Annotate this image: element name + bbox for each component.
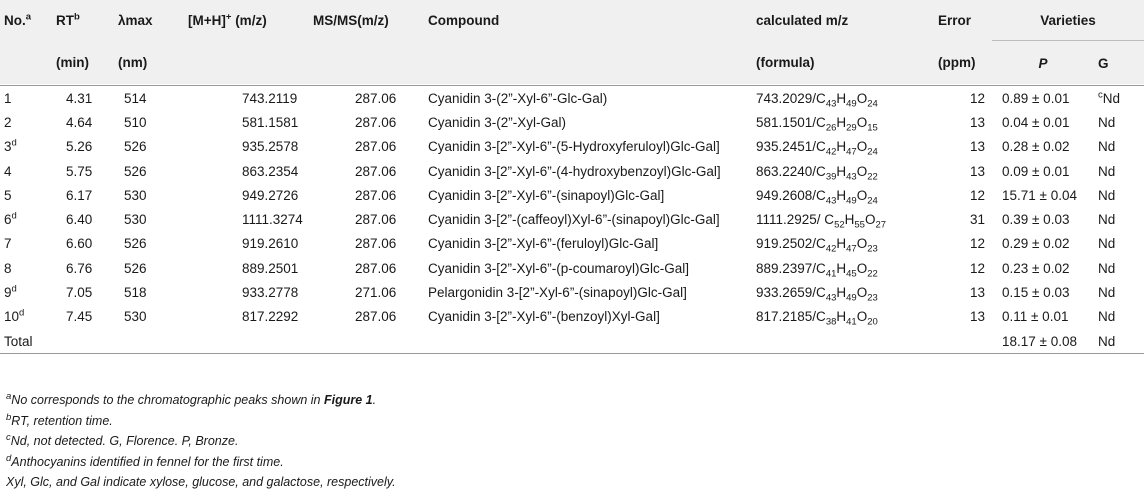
variety-p-header: P — [992, 41, 1094, 86]
error-unit: (ppm) — [934, 41, 992, 86]
cell-p: 0.89 ± 0.01 — [1002, 90, 1070, 106]
cell-error: 13 — [970, 139, 986, 155]
total-p: 18.17 ± 0.08 — [992, 329, 1094, 354]
cell-error: 31 — [970, 212, 986, 228]
cell-g: Nd — [1098, 187, 1116, 203]
col-varieties-header: Varieties — [992, 0, 1144, 41]
cell-lambda: 530 — [124, 309, 147, 325]
cell-no: 4 — [4, 163, 12, 179]
cell-error: 12 — [970, 90, 986, 106]
cell-no: 3$^d$ — [4, 137, 17, 155]
cell-error: 12 — [970, 236, 986, 252]
footnote: Xyl, Glc, and Gal indicate xylose, glucose, and galactose, respectively. — [6, 475, 396, 490]
cell-g: Nd — [1098, 139, 1116, 155]
cell-compound: Cyanidin 3-[2”-Xyl-6”-(p-coumaroyl)Glc-Gal] — [428, 260, 690, 276]
variety-g-header: G — [1094, 41, 1144, 86]
cell-no: 1 — [4, 90, 12, 106]
cell-error: 12 — [970, 260, 986, 276]
cell-lambda: 526 — [124, 260, 147, 276]
cell-msms: 287.06 — [355, 163, 397, 179]
cell-rt: 5.75 — [66, 163, 93, 179]
calc-formula-label: (formula) — [752, 41, 934, 86]
table-footnotes — [6, 390, 1126, 493]
cell-p: 0.29 ± 0.02 — [1002, 236, 1070, 252]
cell-rt: 6.60 — [66, 236, 93, 252]
cell-lambda: 526 — [124, 139, 147, 155]
cell-p: 15.71 ± 0.04 — [1002, 187, 1077, 203]
col-msms-header: MS/MS(m/z) — [313, 12, 389, 28]
cell-msms: 271.06 — [355, 285, 397, 301]
cell-error: 13 — [970, 309, 986, 325]
cell-msms: 287.06 — [355, 212, 397, 228]
cell-p: 0.28 ± 0.02 — [1002, 139, 1070, 155]
cell-compound: Cyanidin 3-(2”-Xyl-Gal) — [428, 114, 567, 130]
table-row — [0, 135, 1144, 159]
cell-lambda: 526 — [124, 236, 147, 252]
cell-g: $^c$Nd — [1098, 89, 1121, 106]
lambda-unit: (nm) — [114, 41, 184, 86]
cell-g: Nd — [1098, 285, 1116, 301]
table-row — [0, 159, 1144, 183]
col-error-header: Error — [938, 12, 972, 28]
col-rt-header: $RT^b$ — [56, 11, 80, 28]
table-row — [0, 280, 1144, 304]
cell-no: 7 — [4, 236, 12, 252]
cell-mh: 935.2578 — [242, 139, 299, 155]
cell-p: 0.11 ± 0.01 — [1002, 309, 1069, 325]
cell-error: 13 — [970, 163, 986, 179]
table-row — [0, 86, 1144, 111]
cell-calc: $919.2502/C_{42}H_{47}O_{23}$ — [756, 236, 878, 256]
header-row-2 — [0, 41, 1144, 86]
cell-msms: 287.06 — [355, 187, 397, 203]
col-mh-header: [M+H]+ (m/z) — [188, 11, 267, 28]
cell-g: Nd — [1098, 212, 1116, 228]
cell-rt: 4.31 — [66, 90, 93, 106]
cell-compound: Cyanidin 3-[2”-Xyl-6”-(benzoyl)Xyl-Gal] — [428, 309, 660, 325]
cell-calc: $863.2240/C_{39}H_{43}O_{22}$ — [756, 163, 878, 183]
table-row — [0, 305, 1144, 329]
cell-g: Nd — [1098, 309, 1116, 325]
cell-p: 0.39 ± 0.03 — [1002, 212, 1070, 228]
cell-calc: 1111.2925/ $C_{52}H_{55}O_{27}$ — [756, 212, 887, 231]
cell-mh: 889.2501 — [242, 260, 299, 276]
col-calc-header: calculated m/z — [756, 12, 849, 28]
cell-mh: 919.2610 — [242, 236, 299, 252]
cell-msms: 287.06 — [355, 236, 397, 252]
col-no-header: No.$^a$ — [4, 11, 32, 28]
cell-mh: 581.1581 — [242, 114, 299, 130]
cell-no: 2 — [4, 114, 12, 130]
cell-msms: 287.06 — [355, 260, 397, 276]
cell-lambda: 510 — [124, 114, 147, 130]
cell-lambda: 530 — [124, 212, 147, 228]
cell-g: Nd — [1098, 114, 1116, 130]
cell-compound: Pelargonidin 3-[2”-Xyl-6”-(sinapoyl)Glc-Gal] — [428, 285, 687, 301]
cell-calc: $581.1501/C_{26}H_{29}O_{15}$ — [756, 114, 878, 134]
cell-compound: Cyanidin 3-[2”-(caffeoyl)Xyl-6”-(sinapoyl)Glc-Gal] — [428, 212, 720, 228]
cell-compound: Cyanidin 3-[2”-Xyl-6”-(4-hydroxybenzoyl)Glc-Gal] — [428, 163, 721, 179]
cell-mh: 863.2354 — [242, 163, 299, 179]
table-row — [0, 207, 1144, 231]
cell-lambda: 518 — [124, 285, 147, 301]
cell-rt: 6.40 — [66, 212, 93, 228]
footnote: $^b$RT, retention time. — [6, 411, 113, 428]
cell-compound: Cyanidin 3-(2”-Xyl-6”-Glc-Gal) — [428, 90, 608, 106]
cell-compound: Cyanidin 3-[2”-Xyl-6”-(5-Hydroxyferuloyl)Glc-Gal] — [428, 139, 720, 155]
cell-p: 0.23 ± 0.02 — [1002, 260, 1070, 276]
cell-g: Nd — [1098, 260, 1116, 276]
col-compound-header: Compound — [428, 12, 500, 28]
cell-error: 12 — [970, 187, 986, 203]
cell-error: 13 — [970, 114, 986, 130]
cell-rt: 6.76 — [66, 260, 93, 276]
cell-rt: 6.17 — [66, 187, 93, 203]
col-lambda-header: λmax — [118, 12, 153, 28]
cell-lambda: 514 — [124, 90, 147, 106]
cell-mh: 933.2778 — [242, 285, 299, 301]
cell-mh: 743.2119 — [242, 90, 298, 106]
cell-p: 0.09 ± 0.01 — [1002, 163, 1070, 179]
header-row-1 — [0, 0, 1144, 41]
cell-mh: 817.2292 — [242, 309, 299, 325]
cell-lambda: 526 — [124, 163, 147, 179]
cell-p: 0.04 ± 0.01 — [1002, 114, 1070, 130]
cell-calc: $935.2451/C_{42}H_{47}O_{24}$ — [756, 139, 878, 158]
cell-calc: $743.2029/C_{43}H_{49}O_{24}$ — [756, 90, 878, 110]
cell-lambda: 530 — [124, 187, 147, 203]
cell-rt: 5.26 — [66, 139, 93, 155]
cell-compound: Cyanidin 3-[2”-Xyl-6”-(sinapoyl)Glc-Gal] — [428, 187, 665, 203]
cell-calc: $817.2185/C_{38}H_{41}O_{20}$ — [756, 309, 878, 328]
cell-rt: 7.45 — [66, 309, 93, 325]
total-label: Total — [0, 329, 52, 354]
cell-msms: 287.06 — [355, 90, 397, 106]
cell-no: 10$^d$ — [4, 307, 25, 325]
table-row — [0, 256, 1144, 280]
total-g: Nd — [1094, 329, 1144, 354]
cell-compound: Cyanidin 3-[2”-Xyl-6”-(feruloyl)Glc-Gal] — [428, 236, 659, 252]
cell-msms: 287.06 — [355, 309, 397, 325]
cell-no: 6$^d$ — [4, 210, 17, 228]
cell-rt: 7.05 — [66, 285, 93, 301]
cell-g: Nd — [1098, 163, 1116, 179]
cell-g: Nd — [1098, 236, 1116, 252]
cell-error: 13 — [970, 285, 986, 301]
cell-calc: $933.2659/C_{43}H_{49}O_{23}$ — [756, 285, 878, 304]
cell-calc: $889.2397/C_{41}H_{45}O_{22}$ — [756, 260, 878, 280]
footnote: $^a$No corresponds to the chromatographic peaks shown in Figure 1. — [6, 390, 377, 407]
table-row — [0, 110, 1144, 134]
cell-no: 8 — [4, 260, 12, 276]
cell-no: 5 — [4, 187, 12, 203]
cell-mh: 949.2726 — [242, 187, 299, 203]
total-row — [0, 329, 1144, 354]
cell-p: 0.15 ± 0.03 — [1002, 285, 1070, 301]
cell-calc: $949.2608/C_{43}H_{49}O_{24}$ — [756, 187, 878, 207]
table-body — [0, 86, 1144, 354]
footnote: $^d$Anthocyanins identified in fennel for the first time. — [6, 452, 284, 469]
cell-msms: 287.06 — [355, 139, 397, 155]
cell-msms: 287.06 — [355, 114, 397, 130]
table-row — [0, 232, 1144, 256]
cell-no: 9$^d$ — [4, 283, 17, 301]
footnote: $^c$Nd, not detected. G, Florence. P, Bronze. — [6, 432, 239, 449]
cell-mh: 1111.3274 — [242, 212, 303, 228]
table-row — [0, 183, 1144, 207]
rt-unit: (min) — [52, 41, 114, 86]
cell-rt: 4.64 — [66, 114, 93, 130]
